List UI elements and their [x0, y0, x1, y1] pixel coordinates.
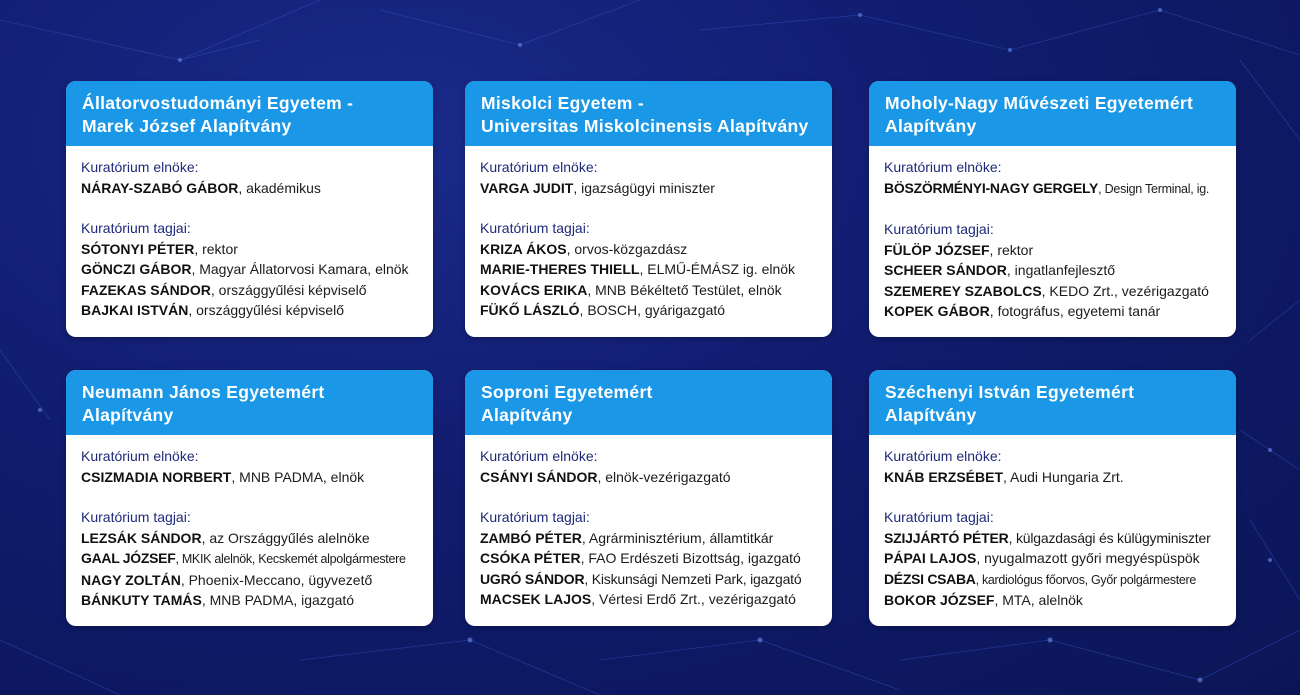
- member-row: SCHEER SÁNDOR, ingatlanfejlesztő: [884, 262, 1116, 278]
- member-row: NAGY ZOLTÁN, Phoenix-Meccano, ügyvezető: [81, 571, 373, 588]
- member-row: KOVÁCS ERIKA, MNB Békéltető Testület, elnök: [480, 281, 782, 298]
- member-row: SÓTONYI PÉTER, rektor: [81, 240, 238, 257]
- chair-row: NÁRAY-SZABÓ GÁBOR, akadémikus: [81, 179, 321, 196]
- member-row: SZEMEREY SZABOLCS, KEDO Zrt., vezérigazgató: [884, 282, 1209, 299]
- member-row: CSÓKA PÉTER, FAO Erdészeti Bizottság, igazgató: [480, 550, 801, 566]
- chair-row: CSÁNYI SÁNDOR, elnök-vezérigazgató: [480, 468, 731, 485]
- card-title: Neumann János Egyetemért Alapítvány: [66, 370, 433, 435]
- chair-label: Kuratórium elnöke:: [480, 159, 598, 175]
- foundation-card-allatorvos: [66, 81, 433, 337]
- chair-label: Kuratórium elnöke:: [480, 448, 598, 464]
- foundation-card-moholy-nagy: [869, 81, 1236, 337]
- member-row: MARIE-THERES THIELL, ELMŰ-ÉMÁSZ ig. elnök: [480, 261, 796, 277]
- chair-label: Kuratórium elnöke:: [81, 159, 199, 175]
- chair-row: BÖSZÖRMÉNYI-NAGY GERGELY, Design Terminal, ig.: [884, 179, 1210, 196]
- member-row: ZAMBÓ PÉTER, Agrárminisztérium, államtitkár: [480, 529, 774, 546]
- foundation-card-miskolc: [465, 81, 832, 337]
- chair-row: CSIZMADIA NORBERT, MNB PADMA, elnök: [81, 468, 365, 485]
- member-row: KRIZA ÁKOS, orvos-közgazdász: [480, 240, 688, 257]
- member-row: FÜLÖP JÓZSEF, rektor: [884, 241, 1034, 258]
- member-row: LEZSÁK SÁNDOR, az Országgyűlés alelnöke: [81, 529, 370, 546]
- foundation-card-neumann: [66, 370, 433, 626]
- card-title: Miskolci Egyetem - Universitas Miskolcinensis Alapítvány: [465, 81, 832, 146]
- member-row: DÉZSI CSABA, kardiológus főorvos, Győr polgármestere: [884, 570, 1197, 587]
- member-row: BAJKAI ISTVÁN, országgyűlési képviselő: [81, 302, 344, 318]
- members-label: Kuratórium tagjai:: [480, 509, 590, 525]
- members-label: Kuratórium tagjai:: [884, 509, 994, 525]
- member-row: PÁPAI LAJOS, nyugalmazott győri megyéspüspök: [884, 550, 1200, 566]
- members-label: Kuratórium tagjai:: [81, 220, 191, 236]
- foundation-card-szechenyi: [869, 370, 1236, 626]
- member-row: BÁNKUTY TAMÁS, MNB PADMA, igazgató: [81, 592, 355, 608]
- card-title: Állatorvostudományi Egyetem - Marek József Alapítvány: [66, 81, 433, 146]
- member-row: FAZEKAS SÁNDOR, országgyűlési képviselő: [81, 281, 367, 298]
- card-title: Moholy-Nagy Művészeti Egyetemért Alapítvány: [869, 81, 1236, 146]
- chair-row: VARGA JUDIT, igazságügyi miniszter: [480, 179, 715, 196]
- chair-label: Kuratórium elnöke:: [81, 448, 199, 464]
- member-row: GÖNCZI GÁBOR, Magyar Állatorvosi Kamara, elnök: [81, 261, 409, 277]
- members-label: Kuratórium tagjai:: [480, 220, 590, 236]
- member-row: KOPEK GÁBOR, fotográfus, egyetemi tanár: [884, 303, 1161, 319]
- card-title: Széchenyi István Egyetemért Alapítvány: [869, 370, 1236, 435]
- chair-label: Kuratórium elnöke:: [884, 159, 1002, 175]
- member-row: SZIJJÁRTÓ PÉTER, külgazdasági és külügyminiszter: [884, 529, 1211, 546]
- card-title: Soproni Egyetemért Alapítvány: [465, 370, 832, 435]
- member-row: BOKOR JÓZSEF, MTA, alelnök: [884, 592, 1083, 608]
- member-row: UGRÓ SÁNDOR, Kiskunsági Nemzeti Park, igazgató: [480, 570, 802, 587]
- chair-label: Kuratórium elnöke:: [884, 448, 1002, 464]
- member-row: GAAL JÓZSEF, MKIK alelnök, Kecskemét alpolgármestere: [81, 550, 406, 566]
- members-label: Kuratórium tagjai:: [884, 221, 994, 237]
- member-row: MACSEK LAJOS, Vértesi Erdő Zrt., vezérigazgató: [480, 591, 796, 607]
- chair-row: KNÁB ERZSÉBET, Audi Hungaria Zrt.: [884, 468, 1124, 485]
- members-label: Kuratórium tagjai:: [81, 509, 191, 525]
- foundation-card-sopron: [465, 370, 832, 626]
- member-row: FÜKŐ LÁSZLÓ, BOSCH, gyárigazgató: [480, 302, 726, 318]
